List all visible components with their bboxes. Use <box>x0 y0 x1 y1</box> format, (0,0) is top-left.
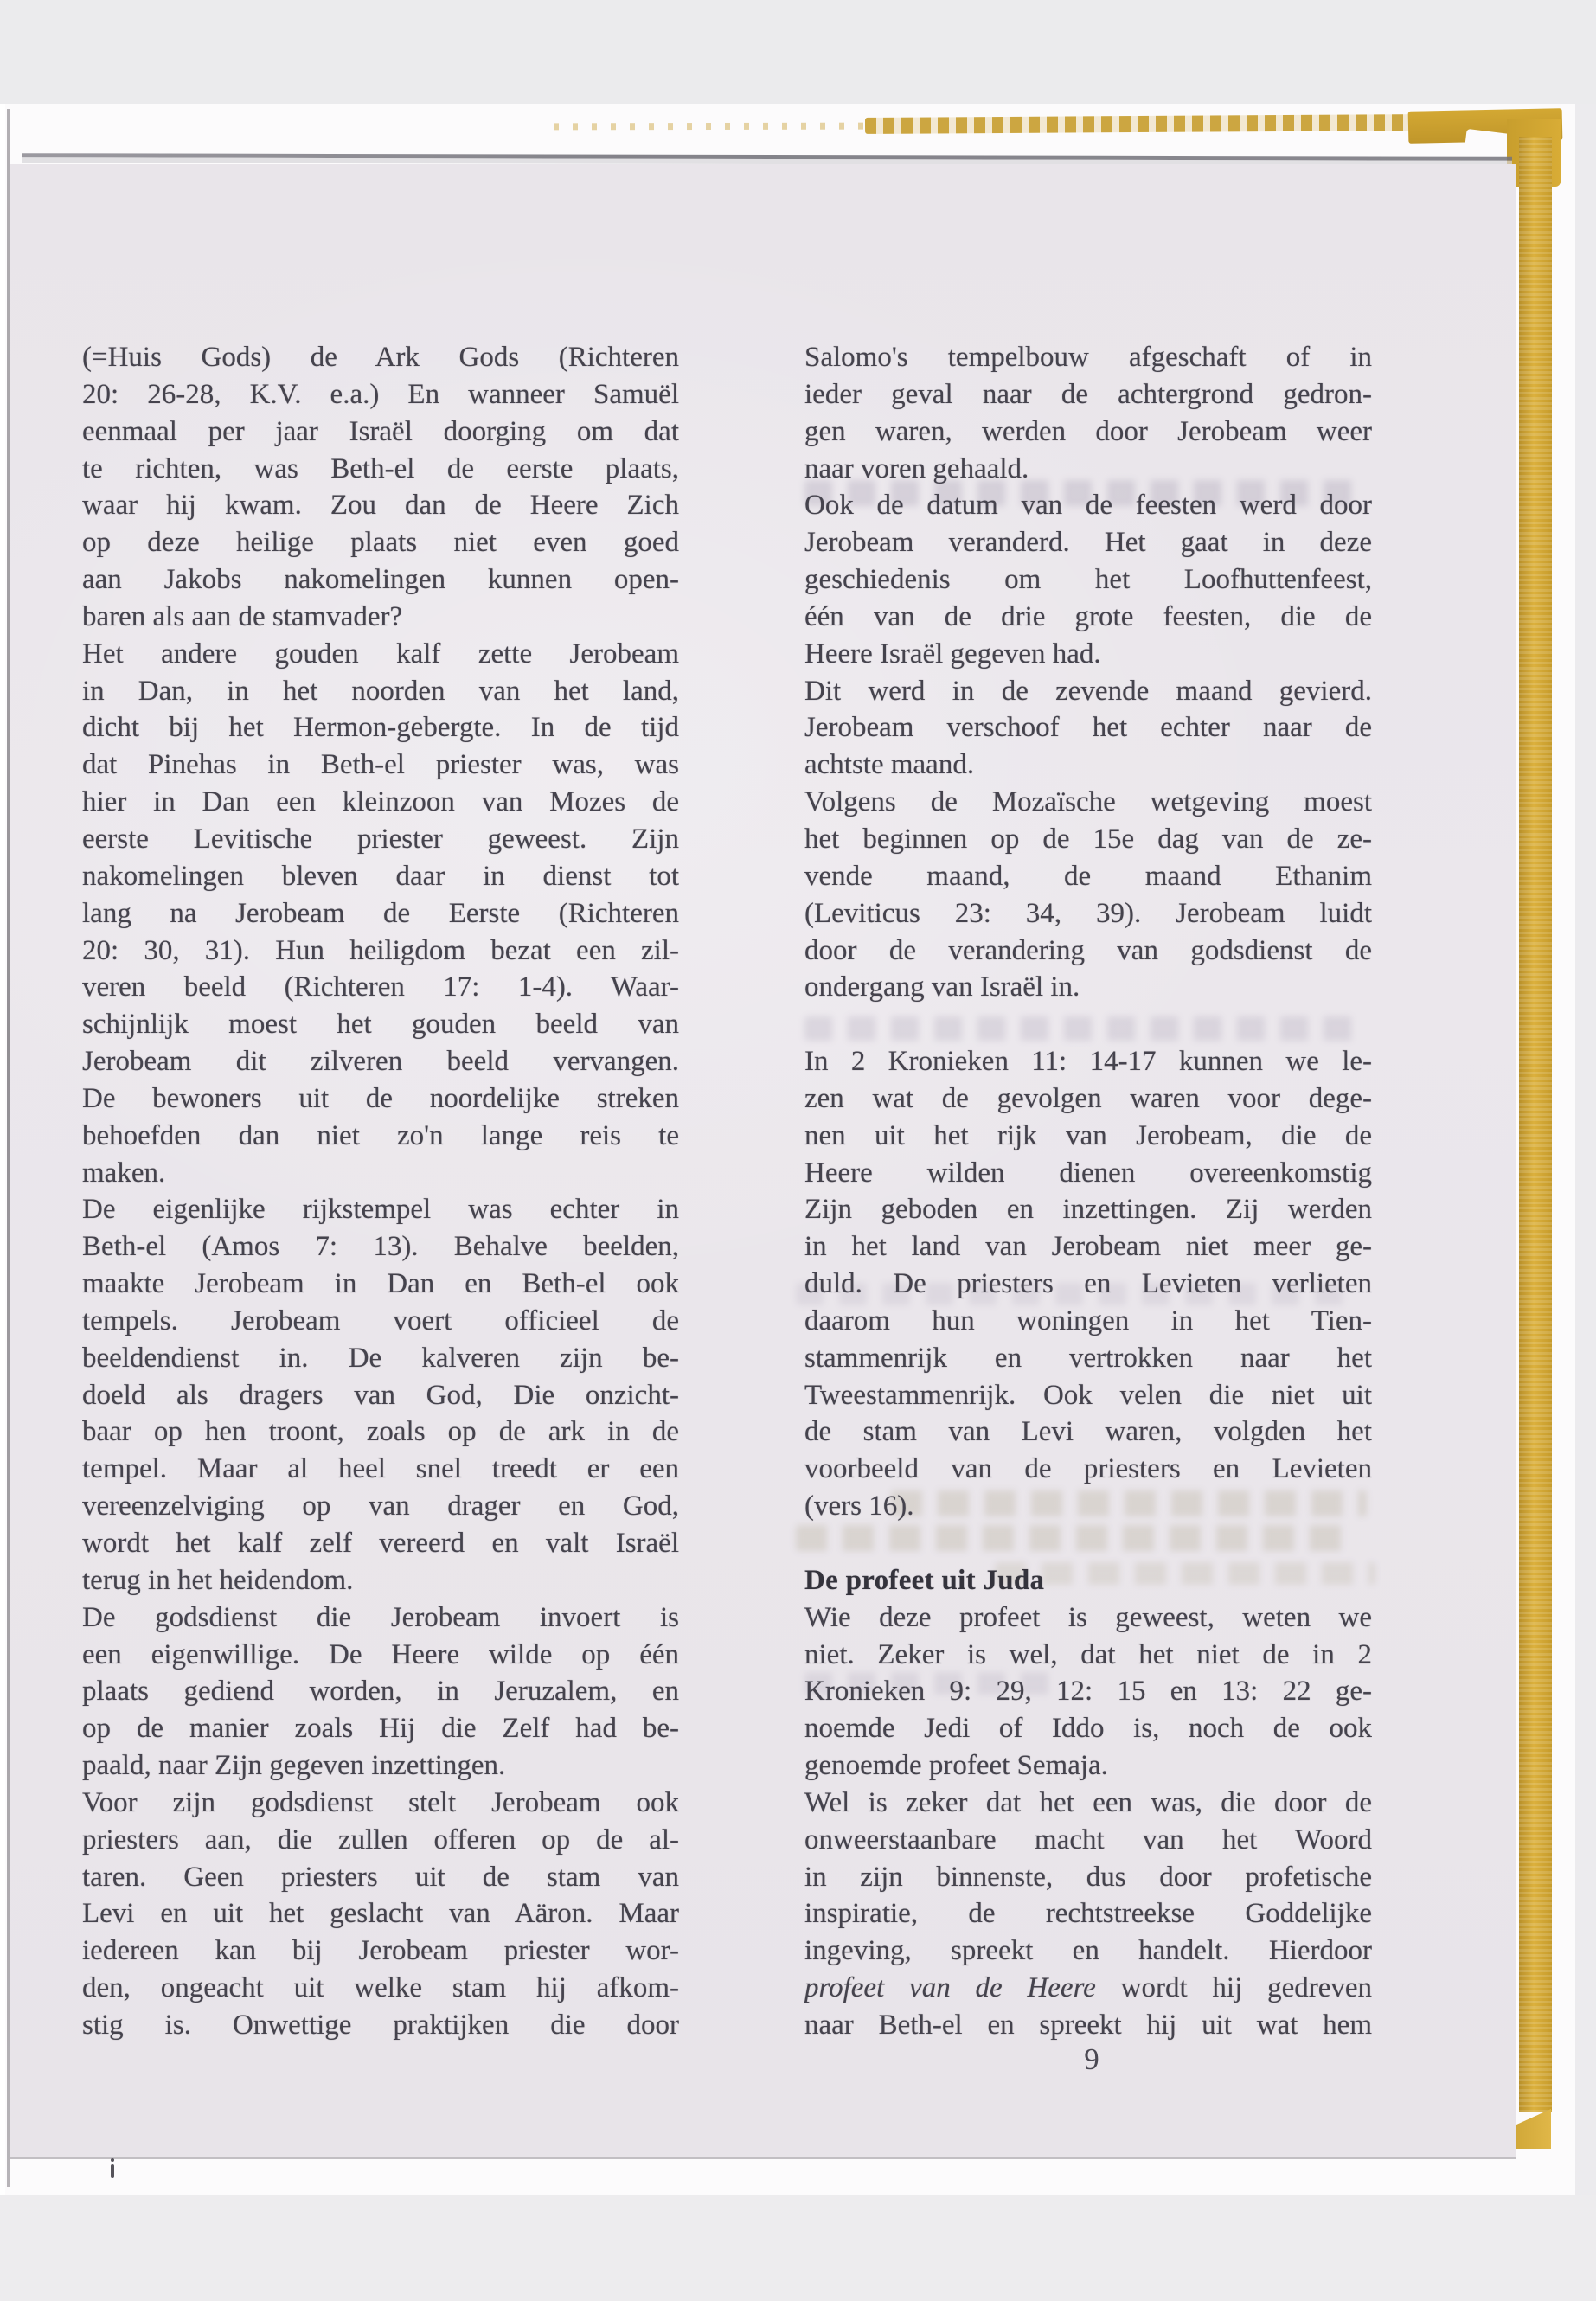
text-line: genoemde profeet Semaja. <box>804 1750 1108 1782</box>
text-line: ondergang van Israël in. <box>804 971 1080 1003</box>
text-line: maken. <box>82 1157 166 1189</box>
text-line: In 2 Kronieken 11: 14-17 kunnen we le- <box>804 1046 1372 1078</box>
text-line: onweerstaanbare macht van het Woord <box>804 1823 1372 1856</box>
text-line: dat Pinehas in Beth-el priester was, was <box>82 749 679 781</box>
scanner-background-bottom <box>0 2195 1596 2301</box>
text-line: in zijn binnenste, dus door profetische <box>804 1861 1372 1893</box>
text-line: doeld als dragers van God, Die onzicht- <box>82 1379 679 1411</box>
text-line: (vers 16). <box>804 1490 914 1522</box>
text-line: priesters aan, die zullen offeren op de al- <box>82 1823 679 1856</box>
blank-line <box>804 1525 1372 1562</box>
text-line: vereenzelviging op van drager en God, <box>82 1490 679 1522</box>
text-line: achtste maand. <box>804 749 975 781</box>
text-line: Jerobeam dit zilveren beeld vervangen. <box>82 1046 679 1078</box>
text-line: in Dan, in het noorden van het land, <box>82 675 679 707</box>
text-line: gen waren, werden door Jerobeam weer <box>804 415 1372 447</box>
text-line: nakomelingen bleven daar in dienst tot <box>82 860 679 892</box>
text-column-left <box>82 339 679 2044</box>
text-line: stammenrijk en vertrokken naar het <box>804 1342 1372 1374</box>
text-line: te richten, was Beth-el de eerste plaats, <box>82 452 679 484</box>
book-page <box>10 164 1516 2159</box>
text-line: plaats gediend worden, in Jeruzalem, en <box>82 1676 679 1708</box>
text-line: ieder geval naar de achtergrond gedron- <box>804 378 1372 410</box>
text-line: (=Huis Gods) de Ark Gods (Richteren <box>82 342 679 373</box>
text-line: baar op hen troont, zoals op de ark in de <box>82 1416 679 1448</box>
text-line: De bewoners uit de noordelijke streken <box>82 1082 679 1114</box>
text-segment: wordt hij gedreven <box>1095 1972 1372 2004</box>
text-line: ingeving, spreekt en handelt. Hierdoor <box>804 1935 1372 1967</box>
text-line: paald, naar Zijn gegeven inzettingen. <box>82 1750 506 1782</box>
text-line <box>804 1970 1372 2007</box>
text-line: de stam van Levi waren, volgden het <box>804 1416 1372 1448</box>
text-line: Zijn geboden en inzettingen. Zij werden <box>804 1194 1372 1226</box>
text-column-right <box>804 339 1372 2044</box>
text-line: niet. Zeker is wel, dat het niet de in 2 <box>804 1638 1372 1670</box>
text-line: Ook de datum van de feesten werd door <box>804 490 1372 522</box>
text-line: stig is. Onwettige praktijken die door <box>82 2009 679 2041</box>
text-line: Jerobeam verschoof het echter naar de <box>804 712 1372 744</box>
text-line: terug in het heidendom. <box>82 1564 354 1596</box>
text-line: naar voren gehaald. <box>804 452 1029 484</box>
text-line: Wel is zeker dat het een was, die door de <box>804 1786 1372 1818</box>
text-line: lang na Jerobeam de Eerste (Richteren <box>82 897 679 929</box>
text-line: daarom hun woningen in het Tien- <box>804 1304 1372 1336</box>
text-line: De godsdienst die Jerobeam invoert is <box>82 1601 679 1633</box>
scan-artifact-mark <box>111 2164 114 2178</box>
text-line: op deze heilige plaats niet even goed <box>82 527 679 559</box>
text-line: (Leviticus 23: 34, 39). Jerobeam luidt <box>804 897 1372 929</box>
scanner-background-right <box>1575 104 1596 2197</box>
text-line: Heere wilden dienen overeenkomstig <box>804 1157 1372 1189</box>
text-line: veren beeld (Richteren 17: 1-4). Waar- <box>82 971 679 1003</box>
text-line: Jerobeam veranderd. Het gaat in deze <box>804 527 1372 559</box>
text-line: duld. De priesters en Levieten verlieten <box>804 1268 1372 1300</box>
italic-phrase: profeet van de Heere <box>804 1972 1096 2004</box>
text-line: maakte Jerobeam in Dan en Beth-el ook <box>82 1268 679 1300</box>
text-line: Volgens de Mozaïsche wetgeving moest <box>804 786 1372 818</box>
text-line: beeldendienst in. De kalveren zijn be- <box>82 1342 679 1374</box>
blank-line <box>804 1006 1372 1043</box>
text-line: in het land van Jerobeam niet meer ge- <box>804 1231 1372 1263</box>
text-line: Voor zijn godsdienst stelt Jerobeam ook <box>82 1786 679 1818</box>
text-line: Levi en uit het geslacht van Aäron. Maar <box>82 1898 679 1930</box>
page-number: 9 <box>1084 2042 1099 2076</box>
text-line: één van de drie grote feesten, die de <box>804 600 1372 632</box>
text-line: vende maand, de maand Ethanim <box>804 860 1372 892</box>
text-line: het beginnen op de 15e dag van de ze- <box>804 823 1372 855</box>
text-line: geschiedenis om het Loofhuttenfeest, <box>804 564 1372 596</box>
text-line: behoefden dan niet zo'n lange reis te <box>82 1119 679 1151</box>
text-line: waar hij kwam. Zou dan de Heere Zich <box>82 490 679 522</box>
text-line: eenmaal per jaar Israël doorging om dat <box>82 415 679 447</box>
text-line: eerste Levitische priester geweest. Zijn <box>82 823 679 855</box>
text-line: Tweestammenrijk. Ook velen die niet uit <box>804 1379 1372 1411</box>
text-line: Heere Israël gegeven had. <box>804 638 1101 670</box>
text-line: zen wat de gevolgen waren voor dege- <box>804 1082 1372 1114</box>
gold-cover-edge-top-speckles <box>554 123 865 131</box>
text-line: Dit werd in de zevende maand gevierd. <box>804 675 1372 707</box>
text-line: Het andere gouden kalf zette Jerobeam <box>82 638 679 670</box>
text-line: nen uit het rijk van Jerobeam, die de <box>804 1119 1372 1151</box>
section-heading: De profeet uit Juda <box>804 1564 1045 1596</box>
text-line: den, ongeacht uit welke stam hij afkom- <box>82 1972 679 2004</box>
text-line: 20: 30, 31). Hun heiligdom bezat een zil- <box>82 934 679 966</box>
text-line: voorbeeld van de priesters en Levieten <box>804 1453 1372 1485</box>
gold-cover-edge-top <box>865 114 1419 134</box>
text-line: naar Beth-el en spreekt hij uit wat hem <box>804 2009 1372 2041</box>
text-line: De eigenlijke rijkstempel was echter in <box>82 1194 679 1226</box>
text-line: aan Jakobs nakomelingen kunnen open- <box>82 564 679 596</box>
text-line: baren als aan de stamvader? <box>82 600 403 632</box>
text-line: tempels. Jerobeam voert officieel de <box>82 1304 679 1336</box>
text-line: Wie deze profeet is geweest, weten we <box>804 1601 1372 1633</box>
text-line: een eigenwillige. De Heere wilde op één <box>82 1638 679 1670</box>
text-line: op de manier zoals Hij die Zelf had be- <box>82 1713 679 1745</box>
text-line: inspiratie, de rechtstreekse Goddelijke <box>804 1898 1372 1930</box>
text-line: iedereen kan bij Jerobeam priester wor- <box>82 1935 679 1967</box>
text-line: noemde Jedi of Iddo is, noch de ook <box>804 1713 1372 1745</box>
text-line: door de verandering van godsdienst de <box>804 934 1372 966</box>
text-line: Beth-el (Amos 7: 13). Behalve beelden, <box>82 1231 679 1263</box>
text-line: schijnlijk moest het gouden beeld van <box>82 1009 679 1041</box>
text-line: Salomo's tempelbouw afgeschaft of in <box>804 342 1372 373</box>
text-line: Kronieken 9: 29, 12: 15 en 13: 22 ge- <box>804 1676 1372 1708</box>
gold-cover-edge-right <box>1519 137 1552 2112</box>
text-line: wordt het kalf zelf vereerd en valt Israël <box>82 1528 679 1559</box>
scanner-background-top <box>0 0 1596 104</box>
text-line: tempel. Maar al heel snel treedt er een <box>82 1453 679 1485</box>
text-line: hier in Dan een kleinzoon van Mozes de <box>82 786 679 818</box>
text-line: taren. Geen priesters uit de stam van <box>82 1861 679 1893</box>
text-line: dicht bij het Hermon-gebergte. In de tijd <box>82 712 679 744</box>
text-line: 20: 26-28, K.V. e.a.) En wanneer Samuël <box>82 378 679 410</box>
